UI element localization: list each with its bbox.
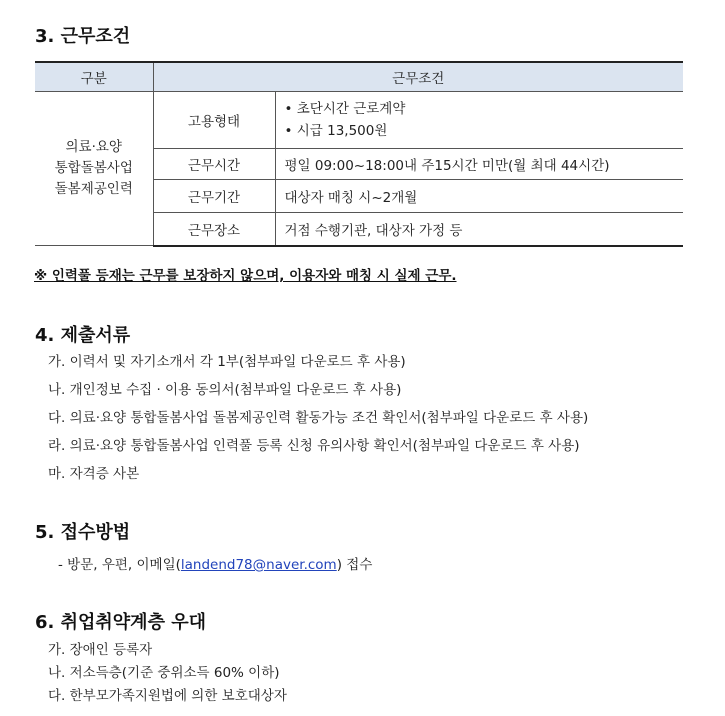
list-item: 라. 의료·요양 통합돌봄사업 인력풀 등록 신청 유의사항 확인서(첨부파일 다운로드 후 사용) <box>48 438 580 454</box>
section5-title: 5. 접수방법 <box>35 522 131 543</box>
category-cell <box>35 92 153 246</box>
row-label: 고용형태 <box>153 92 275 149</box>
list-item: 가. 이력서 및 자기소개서 각 1부(첨부파일 다운로드 후 사용) <box>48 354 406 370</box>
submission-suffix: ) 접수 <box>336 557 373 573</box>
bullet-item: • 시급 13,500원 <box>284 123 388 139</box>
bullet-item: • 초단시간 근로계약 <box>284 101 406 117</box>
list-item: 다. 의료·요양 통합돌봄사업 돌봄제공인력 활동가능 조건 확인서(첨부파일 다운로드 후 사용) <box>48 410 589 426</box>
category-line: 돌봄제공인력 <box>54 181 133 197</box>
list-item: 가. 장애인 등록자 <box>48 642 153 658</box>
section4-title: 4. 제출서류 <box>35 325 131 346</box>
list-item: 나. 개인정보 수집 · 이용 동의서(첨부파일 다운로드 후 사용) <box>48 382 402 398</box>
row-value: 거점 수행기관, 대상자 가정 등 <box>275 213 683 246</box>
list-item: 마. 자격증 사본 <box>48 466 140 482</box>
category-line: 의료·요양 <box>65 139 122 155</box>
submission-method-line <box>58 553 372 573</box>
table-header-row <box>35 62 683 92</box>
email-link[interactable]: landend78@naver.com <box>180 557 337 573</box>
list-item: 나. 저소득층(기준 중위소득 60% 이하) <box>48 665 280 681</box>
list-item: 다. 한부모가족지원법에 의한 보호대상자 <box>48 688 287 704</box>
row-value: 평일 09:00~18:00내 주15시간 미만(월 최대 44시간) <box>275 149 683 180</box>
section3-title: 3. 근무조건 <box>35 26 131 47</box>
row-label: 근무시간 <box>153 149 275 180</box>
row-value: 대상자 매칭 시~2개월 <box>275 180 683 213</box>
row-label: 근무장소 <box>153 213 275 246</box>
section6-title: 6. 취업취약계층 우대 <box>35 612 206 633</box>
submission-prefix: - 방문, 우편, 이메일( <box>58 557 181 573</box>
work-conditions-table <box>35 61 683 247</box>
header-gubun: 구분 <box>35 62 153 92</box>
table-row <box>35 92 683 149</box>
notice-text: ※ 인력풀 등재는 근무를 보장하지 않으며, 이용자와 매칭 시 실제 근무. <box>34 268 457 284</box>
category-line: 통합돌봄사업 <box>54 160 133 176</box>
row-value <box>275 92 683 149</box>
row-label: 근무기간 <box>153 180 275 213</box>
header-conditions: 근무조건 <box>153 62 683 92</box>
